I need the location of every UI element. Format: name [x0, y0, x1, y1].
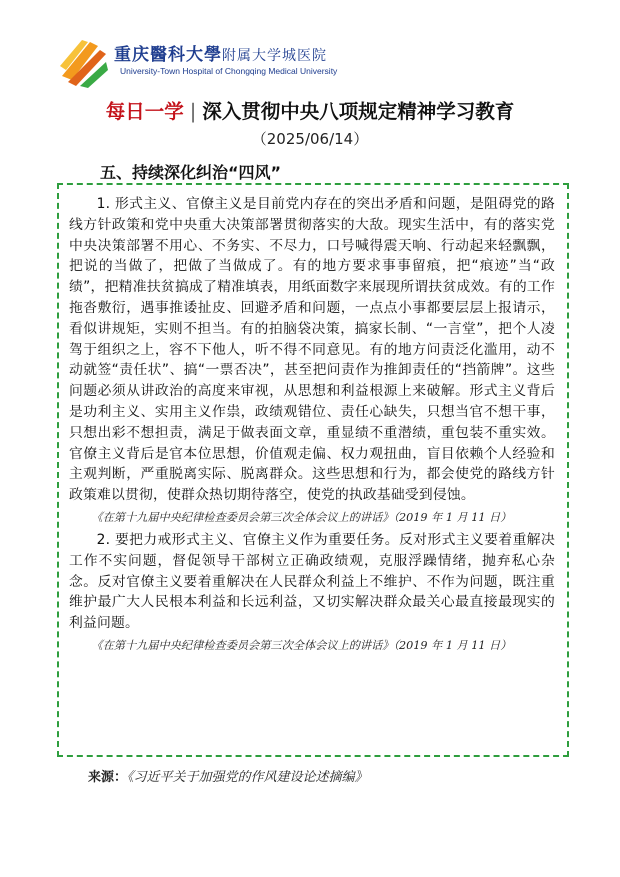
citation-1: 《在第十九届中央纪律检查委员会第三次全体会议上的讲话》（2019 年 1 月 11 日） — [91, 510, 512, 524]
hospital-name-cn-suffix: 附属大学城医院 — [222, 48, 327, 64]
title-series: 每日一学 — [105, 100, 184, 123]
source-value: 《习近平关于加强党的作风建设论述摘编》 — [127, 770, 368, 785]
page-title — [0, 96, 620, 124]
source-line — [88, 766, 368, 785]
hospital-name-en: University-Town Hospital of Chongqing Medical University — [120, 66, 338, 76]
hospital-name-cn-main: 重庆醫科大學 — [114, 45, 222, 65]
section-heading: 五、持续深化纠治“四风” — [100, 163, 282, 182]
content-body — [69, 194, 555, 658]
page-date: （2025/06/14） — [251, 130, 369, 148]
hospital-logo-icon — [60, 36, 110, 88]
title-separator: | — [189, 100, 197, 123]
hospital-name-cn — [114, 40, 327, 65]
content-box — [57, 183, 569, 757]
source-label: 来源： — [88, 770, 128, 785]
paragraph-2: 2. 要把力戒形式主义、官僚主义作为重要任务。反对形式主义要着重解决工作不实问题，督促领导干部树立正确政绩观，克服浮躁情绪，抛弃私心杂念。反对官僚主义要着重解决在人民群众利益上不维护、不作为问题，既注重维护最广大人民根本利益和长远利益，又切实解决群众最关心最直接最现实的利益问题。 — [69, 531, 555, 632]
paragraph-1: 1. 形式主义、官僚主义是目前党内存在的突出矛盾和问题，是阻碍党的路线方针政策和党中央重大决策部署贯彻落实的大敌。现实生活中，有的落实党中央决策部署不用心、不务实、不尽力，口号喊得震天响、行动起来轻飘飘，把说的当做了，把做了当做成了。有的地方要求事事留痕，把“痕迹”当“政绩”，把精准扶贫搞成了精准填表，用纸面数字来展现所谓扶贫成效。有的工作拖沓敷衍，遇事推诿扯皮、回避矛盾和问题，一点点小事都要层层上报请示，看似讲规矩，实则不担当。有的拍脑袋决策，搞家长制、“一言堂”，把个人凌驾于组织之上，容不下他人，听不得不同意见。有的地方问责泛化滥用，动不动就签“责任状”、搞“一票否决”，甚至把问责作为推卸责任的“挡箭牌”。这些问题必须从讲政治的高度来审视，从思想和利益根源上来破解。形式主义背后是功利主义、实用主义作祟，政绩观错位、责任心缺失，只想当官不想干事，只想出彩不想担责，满足于做表面文章，重显绩不重潜绩，重包装不重实效。官僚主义背后是官本位思想，价值观走偏、权力观扭曲，盲目依赖个人经验和主观判断，严重脱离实际、脱离群众。这些思想和行为，都会使党的路线方针政策难以贯彻，使群众热切期待落空，使党的执政基础受到侵蚀。 — [69, 196, 555, 504]
hospital-header — [60, 36, 338, 88]
citation-2: 《在第十九届中央纪律检查委员会第三次全体会议上的讲话》（2019 年 1 月 11 日） — [91, 638, 512, 652]
title-topic: 深入贯彻中央八项规定精神学习教育 — [202, 100, 515, 123]
